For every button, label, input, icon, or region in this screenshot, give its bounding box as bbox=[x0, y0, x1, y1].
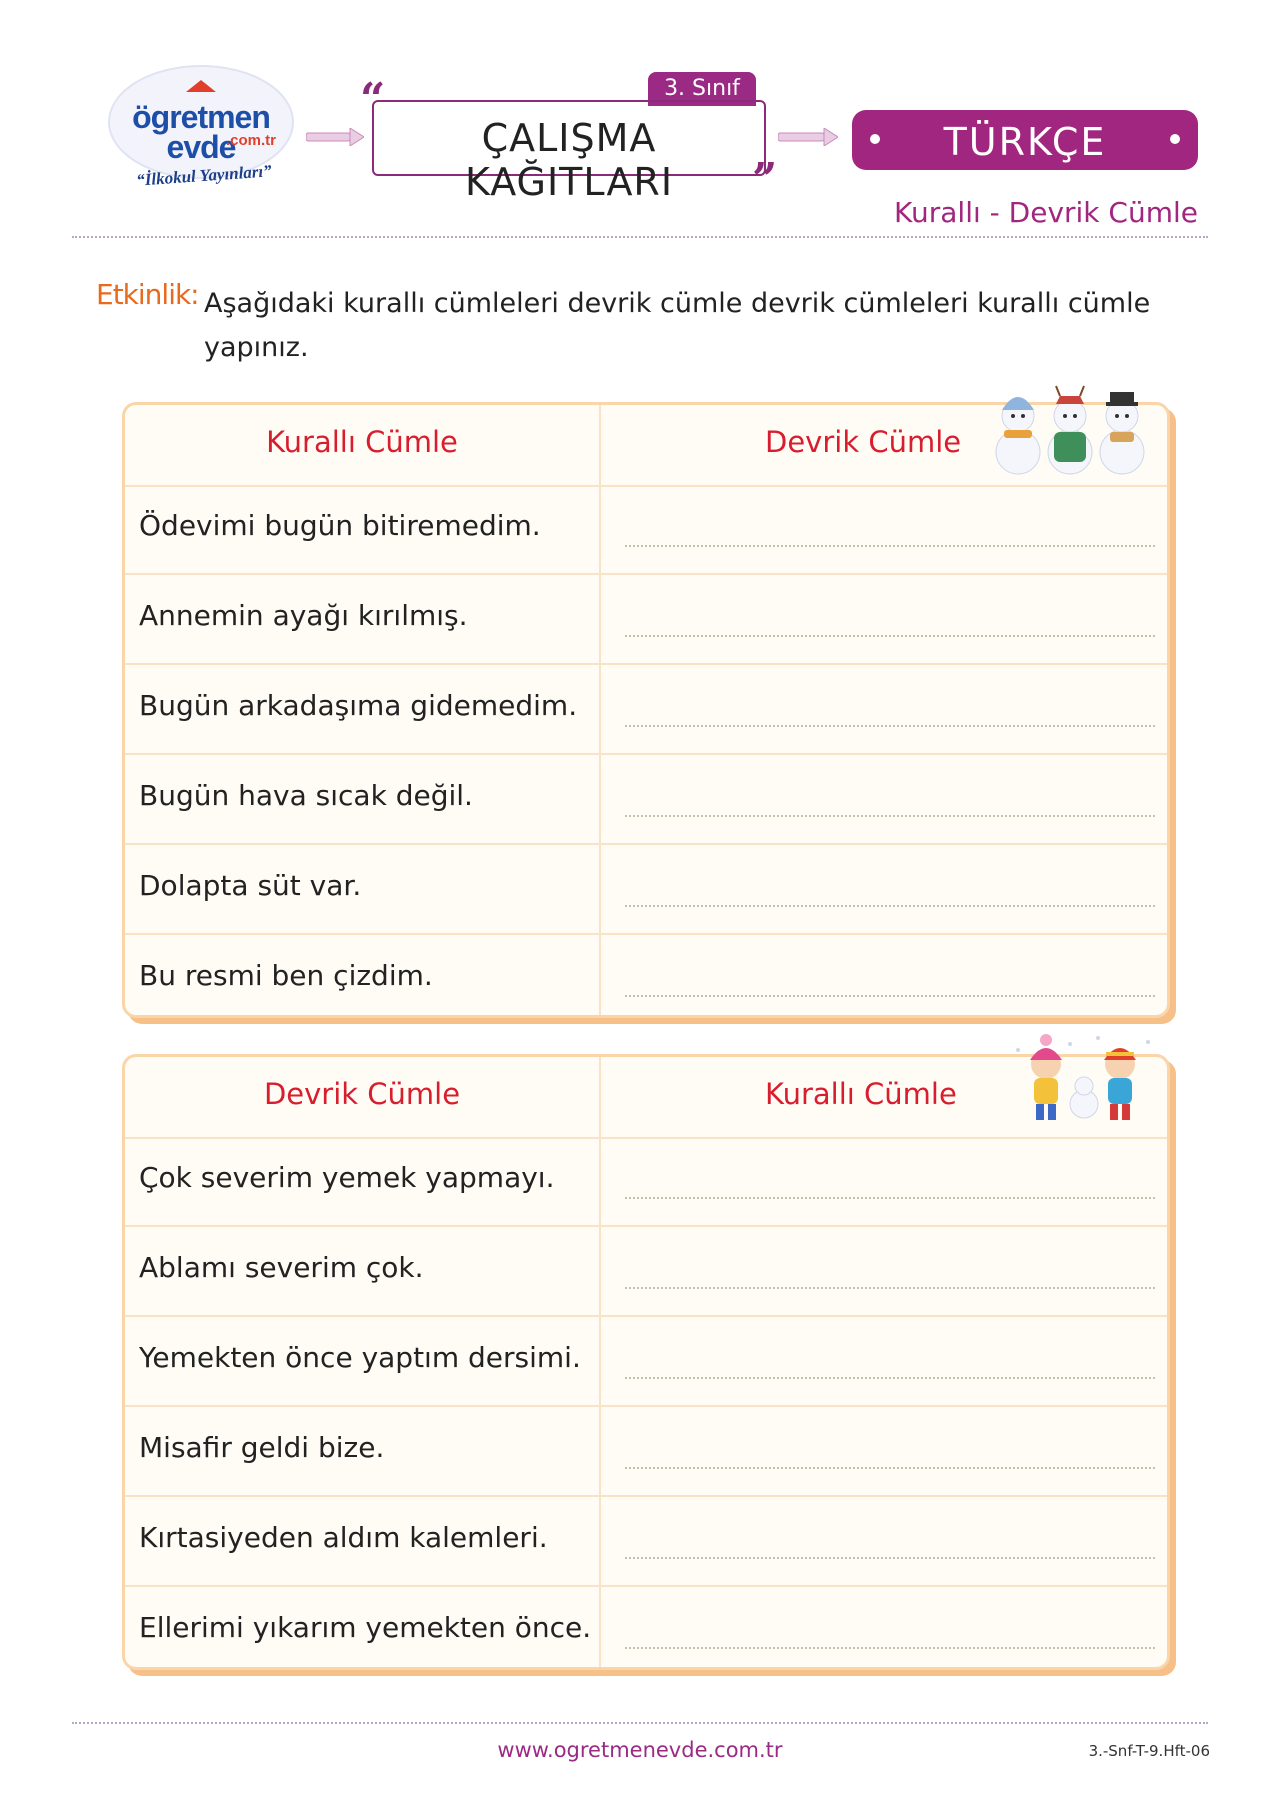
grade-tab: 3. Sınıf bbox=[648, 72, 756, 106]
table-row bbox=[125, 1587, 1167, 1670]
table-row bbox=[125, 755, 1167, 845]
divider bbox=[72, 1722, 1208, 1724]
page-title: ÇALIŞMA KAĞITLARI bbox=[464, 116, 674, 204]
table-row bbox=[125, 665, 1167, 755]
answer-line[interactable] bbox=[625, 725, 1155, 727]
answer-line[interactable] bbox=[625, 905, 1155, 907]
quote-close-icon: ” bbox=[752, 154, 778, 205]
sentence-text: Kırtasiyeden aldım kalemleri. bbox=[139, 1521, 548, 1554]
subject-label: TÜRKÇE bbox=[943, 120, 1107, 164]
sentence-text: Ellerimi yıkarım yemekten önce. bbox=[139, 1611, 592, 1644]
arrow-right-icon bbox=[778, 128, 838, 146]
column-header-left: Kurallı Cümle bbox=[266, 425, 458, 459]
table-row bbox=[125, 1317, 1167, 1407]
table-row bbox=[125, 1497, 1167, 1587]
arrow-right-icon bbox=[306, 128, 364, 146]
answer-line[interactable] bbox=[625, 1647, 1155, 1649]
sentence-text: Çok severim yemek yapmayı. bbox=[139, 1161, 555, 1194]
answer-line[interactable] bbox=[625, 545, 1155, 547]
kids-snowman-icon bbox=[1008, 1030, 1158, 1126]
table-row bbox=[125, 1227, 1167, 1317]
sentence-table-1 bbox=[122, 402, 1170, 1018]
logo-domain: .com.tr bbox=[225, 132, 276, 149]
table-row bbox=[125, 1407, 1167, 1497]
table-row bbox=[125, 1137, 1167, 1227]
sentence-text: Bugün hava sıcak değil. bbox=[139, 779, 473, 812]
column-header-left: Devrik Cümle bbox=[263, 1077, 461, 1111]
sentence-text: Yemekten önce yaptım dersimi. bbox=[139, 1341, 581, 1374]
table-row bbox=[125, 845, 1167, 935]
sentence-text: Misafir geldi bize. bbox=[139, 1431, 385, 1464]
logo-slogan: “İlkokul Yayınları” bbox=[135, 161, 273, 190]
answer-line[interactable] bbox=[625, 995, 1155, 997]
quote-open-icon: “ bbox=[360, 74, 386, 125]
sentence-text: Ablamı severim çok. bbox=[139, 1251, 424, 1284]
answer-line[interactable] bbox=[625, 1197, 1155, 1199]
sentence-text: Annemin ayağı kırılmış. bbox=[139, 599, 468, 632]
column-header-right: Devrik Cümle bbox=[765, 425, 962, 459]
table-row bbox=[125, 575, 1167, 665]
answer-line[interactable] bbox=[625, 1287, 1155, 1289]
answer-line[interactable] bbox=[625, 635, 1155, 637]
snowmen-icon bbox=[990, 382, 1150, 478]
activity-label: Etkinlik: bbox=[96, 278, 199, 311]
sentence-text: Bugün arkadaşıma gidemedim. bbox=[139, 689, 578, 722]
sentence-text: Bu resmi ben çizdim. bbox=[139, 959, 433, 992]
table-row bbox=[125, 485, 1167, 575]
title-box bbox=[372, 100, 766, 204]
answer-line[interactable] bbox=[625, 1557, 1155, 1559]
answer-line[interactable] bbox=[625, 1377, 1155, 1379]
answer-line[interactable] bbox=[625, 815, 1155, 817]
sentence-text: Dolapta süt var. bbox=[139, 869, 362, 902]
logo bbox=[106, 62, 296, 202]
sentence-table-2 bbox=[122, 1054, 1170, 1670]
column-header-right: Kurallı Cümle bbox=[765, 1077, 957, 1111]
footer-url[interactable]: www.ogretmenevde.com.tr bbox=[497, 1738, 783, 1762]
table-row bbox=[125, 935, 1167, 1018]
logo-name: ögretmen evde bbox=[132, 99, 270, 165]
divider bbox=[72, 236, 1208, 238]
subject-badge bbox=[852, 110, 1198, 170]
footer-code: 3.-Snf-T-9.Hft-06 bbox=[1088, 1742, 1210, 1760]
sentence-text: Ödevimi bugün bitiremedim. bbox=[139, 509, 541, 542]
activity-instruction: Aşağıdaki kurallı cümleleri devrik cümle devrik cümleleri kurallı cümle yapınız. bbox=[204, 288, 1151, 363]
topic-label: Kurallı - Devrik Cümle bbox=[894, 196, 1198, 229]
answer-line[interactable] bbox=[625, 1467, 1155, 1469]
dot-icon bbox=[1170, 134, 1180, 144]
